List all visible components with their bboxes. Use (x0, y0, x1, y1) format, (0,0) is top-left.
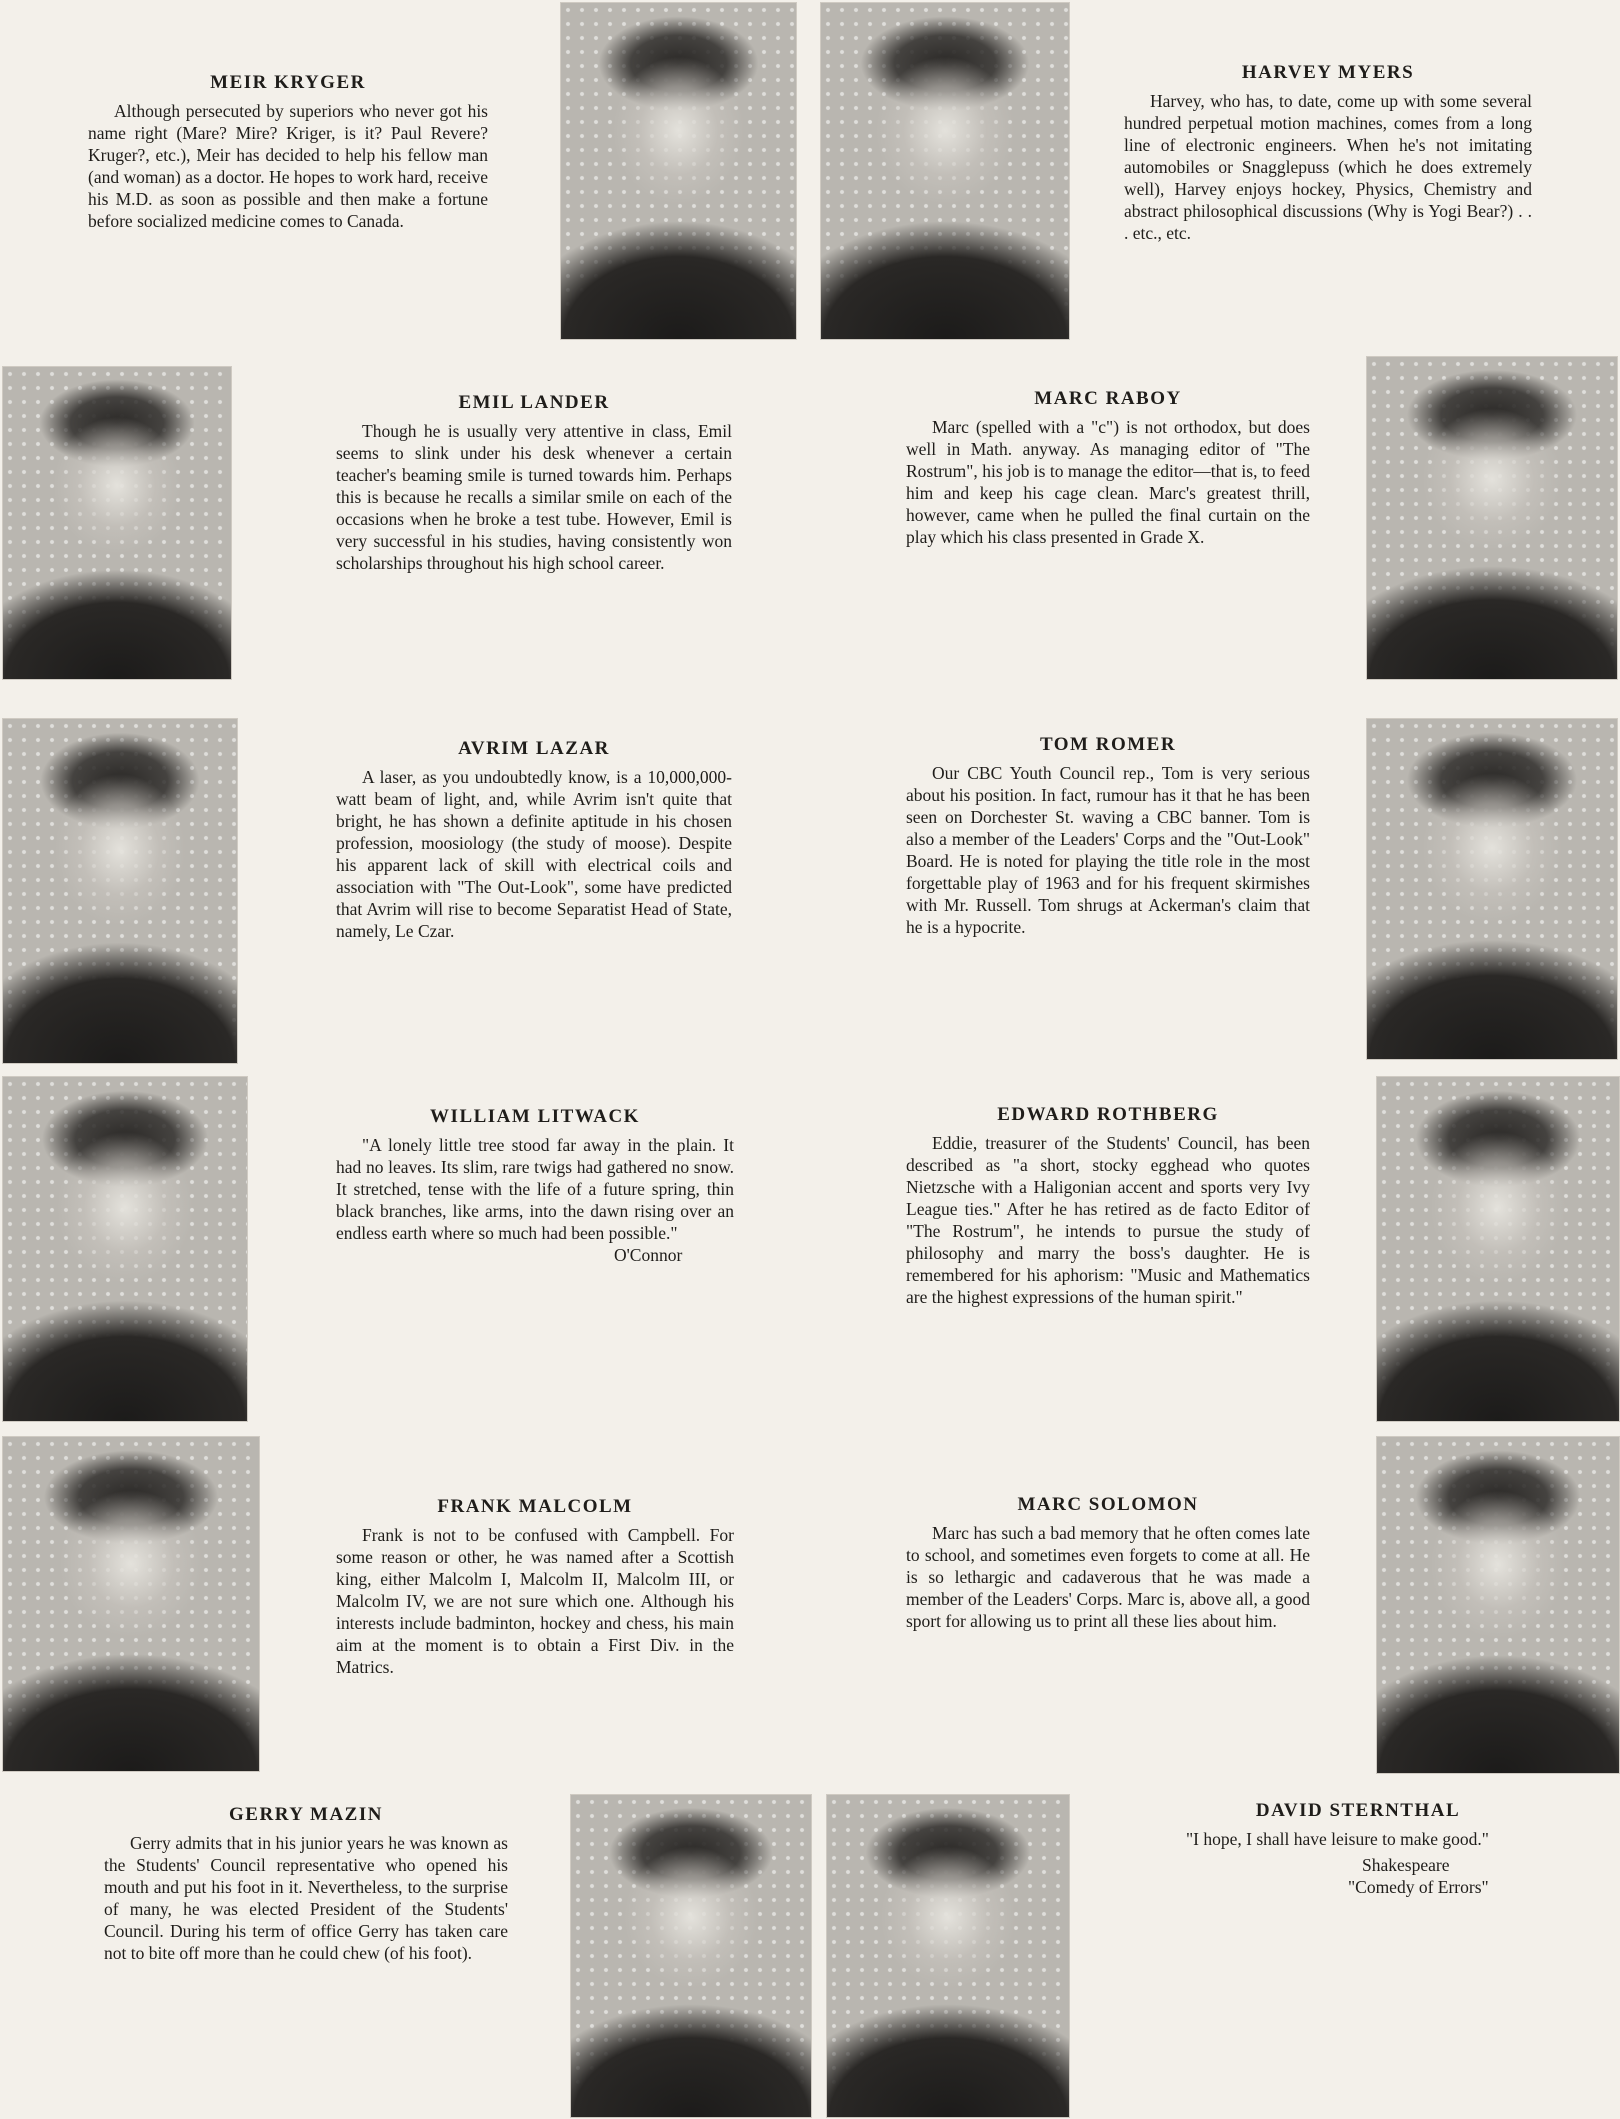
photo-meir-kryger (560, 2, 797, 340)
student-name: AVRIM LAZAR (458, 738, 610, 759)
student-name: MARC SOLOMON (1017, 1494, 1199, 1515)
student-bio: Marc (spelled with a "c") is not orthodox, but does well in Math. anyway. As managing editor of "The Rostrum", his job is to manage the editor—that is, to feed him and keep his cage clean. Marc's greatest thrill, however, came when he pulled the final curtain on the play which his class presented in Grade X. (906, 417, 1310, 547)
student-name: TOM ROMER (1039, 734, 1177, 755)
student-bio: A laser, as you undoubtedly know, is a 10,000,000-watt beam of light, and, while Avrim isn't quite that bright, he has shown a definite aptitude in his chosen profession, moosiology (the study of moose). Despite his apparent lack of skill with electrical coils and association with "The Out-Look", some have predicted that Avrim will rise to become Separatist Head of State, namely, Le Czar. (336, 767, 732, 941)
photo-emil-lander (2, 366, 232, 680)
student-bio: "A lonely little tree stood far away in the plain. It had no leaves. Its slim, rare twigs had gathered no snow. It stretched, tense with the life of a future spring, thin black branches, like arms, into the dawn rising over an endless earth where so much had been possible." (336, 1135, 734, 1243)
bio-frank-malcolm (336, 1496, 734, 1678)
student-name: DAVID STERNTHAL (1255, 1800, 1461, 1821)
bio-tom-romer (906, 734, 1310, 938)
bio-marc-raboy (906, 388, 1310, 548)
student-name: WILLIAM LITWACK (430, 1106, 640, 1127)
student-bio: Although persecuted by superiors who never got his name right (Mare? Mire? Kriger, is it? Paul Revere? Kruger?, etc.), Meir has decided to help his fellow man (and woman) as a doctor. He hopes to work hard, receive his M.D. as soon as possible and then make a fortune before socialized medicine comes to Canada. (88, 101, 488, 231)
student-name: MEIR KRYGER (210, 72, 366, 93)
bio-william-litwack (336, 1106, 734, 1266)
student-name: EDWARD ROTHBERG (997, 1104, 1219, 1125)
photo-tom-romer (1366, 718, 1618, 1060)
quote-attribution: Shakespeare (1362, 1855, 1450, 1875)
bio-edward-rothberg (906, 1104, 1310, 1308)
student-bio: Though he is usually very attentive in class, Emil seems to slink under his desk whenever a certain teacher's beaming smile is turned towards him. Perhaps this is because he recalls a similar smile on each of the occasions when he broke a test tube. However, Emil is very successful in his studies, having consistently won scholarships throughout his high school career. (336, 421, 732, 573)
student-bio: Gerry admits that in his junior years he was known as the Students' Council representative who opened his mouth and put his foot in it. Nevertheless, to the surprise of many, he was elected President of the Students' Council. During his term of office Gerry has taken care not to bite off more than he could chew (of his foot). (104, 1833, 508, 1963)
student-name: MARC RABOY (1034, 388, 1182, 409)
quote-attribution: O'Connor (614, 1245, 683, 1265)
student-name: EMIL LANDER (458, 392, 610, 413)
photo-avrim-lazar (2, 718, 238, 1064)
photo-david-sternthal (826, 1794, 1070, 2118)
photo-edward-rothberg (1376, 1076, 1620, 1422)
student-bio: Eddie, treasurer of the Students' Council, has been described as "a short, stocky egghead who quotes Nietzsche with a Haligonian accent and sports very Ivy League ties." After he has retired as de facto Editor of "The Rostrum", he intends to pursue the study of philosophy and marry the boss's daughter. He is remembered for his aphorism: "Music and Mathematics are the highest expressions of the human spirit." (906, 1133, 1310, 1307)
student-name: GERRY MAZIN (229, 1804, 383, 1825)
photo-gerry-mazin (570, 1794, 812, 2118)
student-bio: Harvey, who has, to date, come up with some several hundred perpetual motion machines, comes from a long line of electronic engineers. When he's not imitating automobiles or Snagglepuss (which he does extremely well), Harvey enjoys hockey, Physics, Chemistry and abstract philosophical discussions (Why is Yogi Bear?) . . . etc., etc. (1124, 91, 1532, 243)
bio-david-sternthal (1160, 1800, 1556, 1898)
student-bio: Marc has such a bad memory that he often comes late to school, and sometimes even forgets to come at all. He is so lethargic and cadaverous that he was made a member of the Leaders' Corps. Marc is, above all, a good sport for allowing us to print all these lies about him. (906, 1523, 1310, 1631)
bio-avrim-lazar (336, 738, 732, 942)
student-bio: Our CBC Youth Council rep., Tom is very serious about his position. In fact, rumour has it that he has been seen on Dorchester St. waving a CBC banner. Tom is also a member of the Leaders' Corps and the "Out-Look" Board. He is noted for playing the title role in the most forgettable play of 1963 and for his frequent skirmishes with Mr. Russell. Tom shrugs at Ackerman's claim that he is a hypocrite. (906, 763, 1310, 937)
quote-attribution-work: "Comedy of Errors" (1348, 1877, 1489, 1897)
bio-marc-solomon (906, 1494, 1310, 1632)
student-name: FRANK MALCOLM (437, 1496, 633, 1517)
photo-william-litwack (2, 1076, 248, 1422)
bio-emil-lander (336, 392, 732, 574)
bio-gerry-mazin (104, 1804, 508, 1964)
photo-marc-raboy (1366, 356, 1618, 680)
photo-harvey-myers (820, 2, 1070, 340)
student-bio: Frank is not to be confused with Campbell. For some reason or other, he was named after a Scottish king, either Malcolm I, Malcolm II, Malcolm III, or Malcolm IV, we are not sure which one. Although his interests include badminton, hockey and chess, his main aim at the moment is to obtain a First Div. in the Matrics. (336, 1525, 734, 1677)
photo-marc-solomon (1376, 1436, 1620, 1774)
bio-harvey-myers (1124, 62, 1532, 244)
student-bio: "I hope, I shall have leisure to make good." (1186, 1829, 1489, 1849)
student-name: HARVEY MYERS (1241, 62, 1415, 83)
photo-frank-malcolm (2, 1436, 260, 1772)
bio-meir-kryger (88, 72, 488, 232)
